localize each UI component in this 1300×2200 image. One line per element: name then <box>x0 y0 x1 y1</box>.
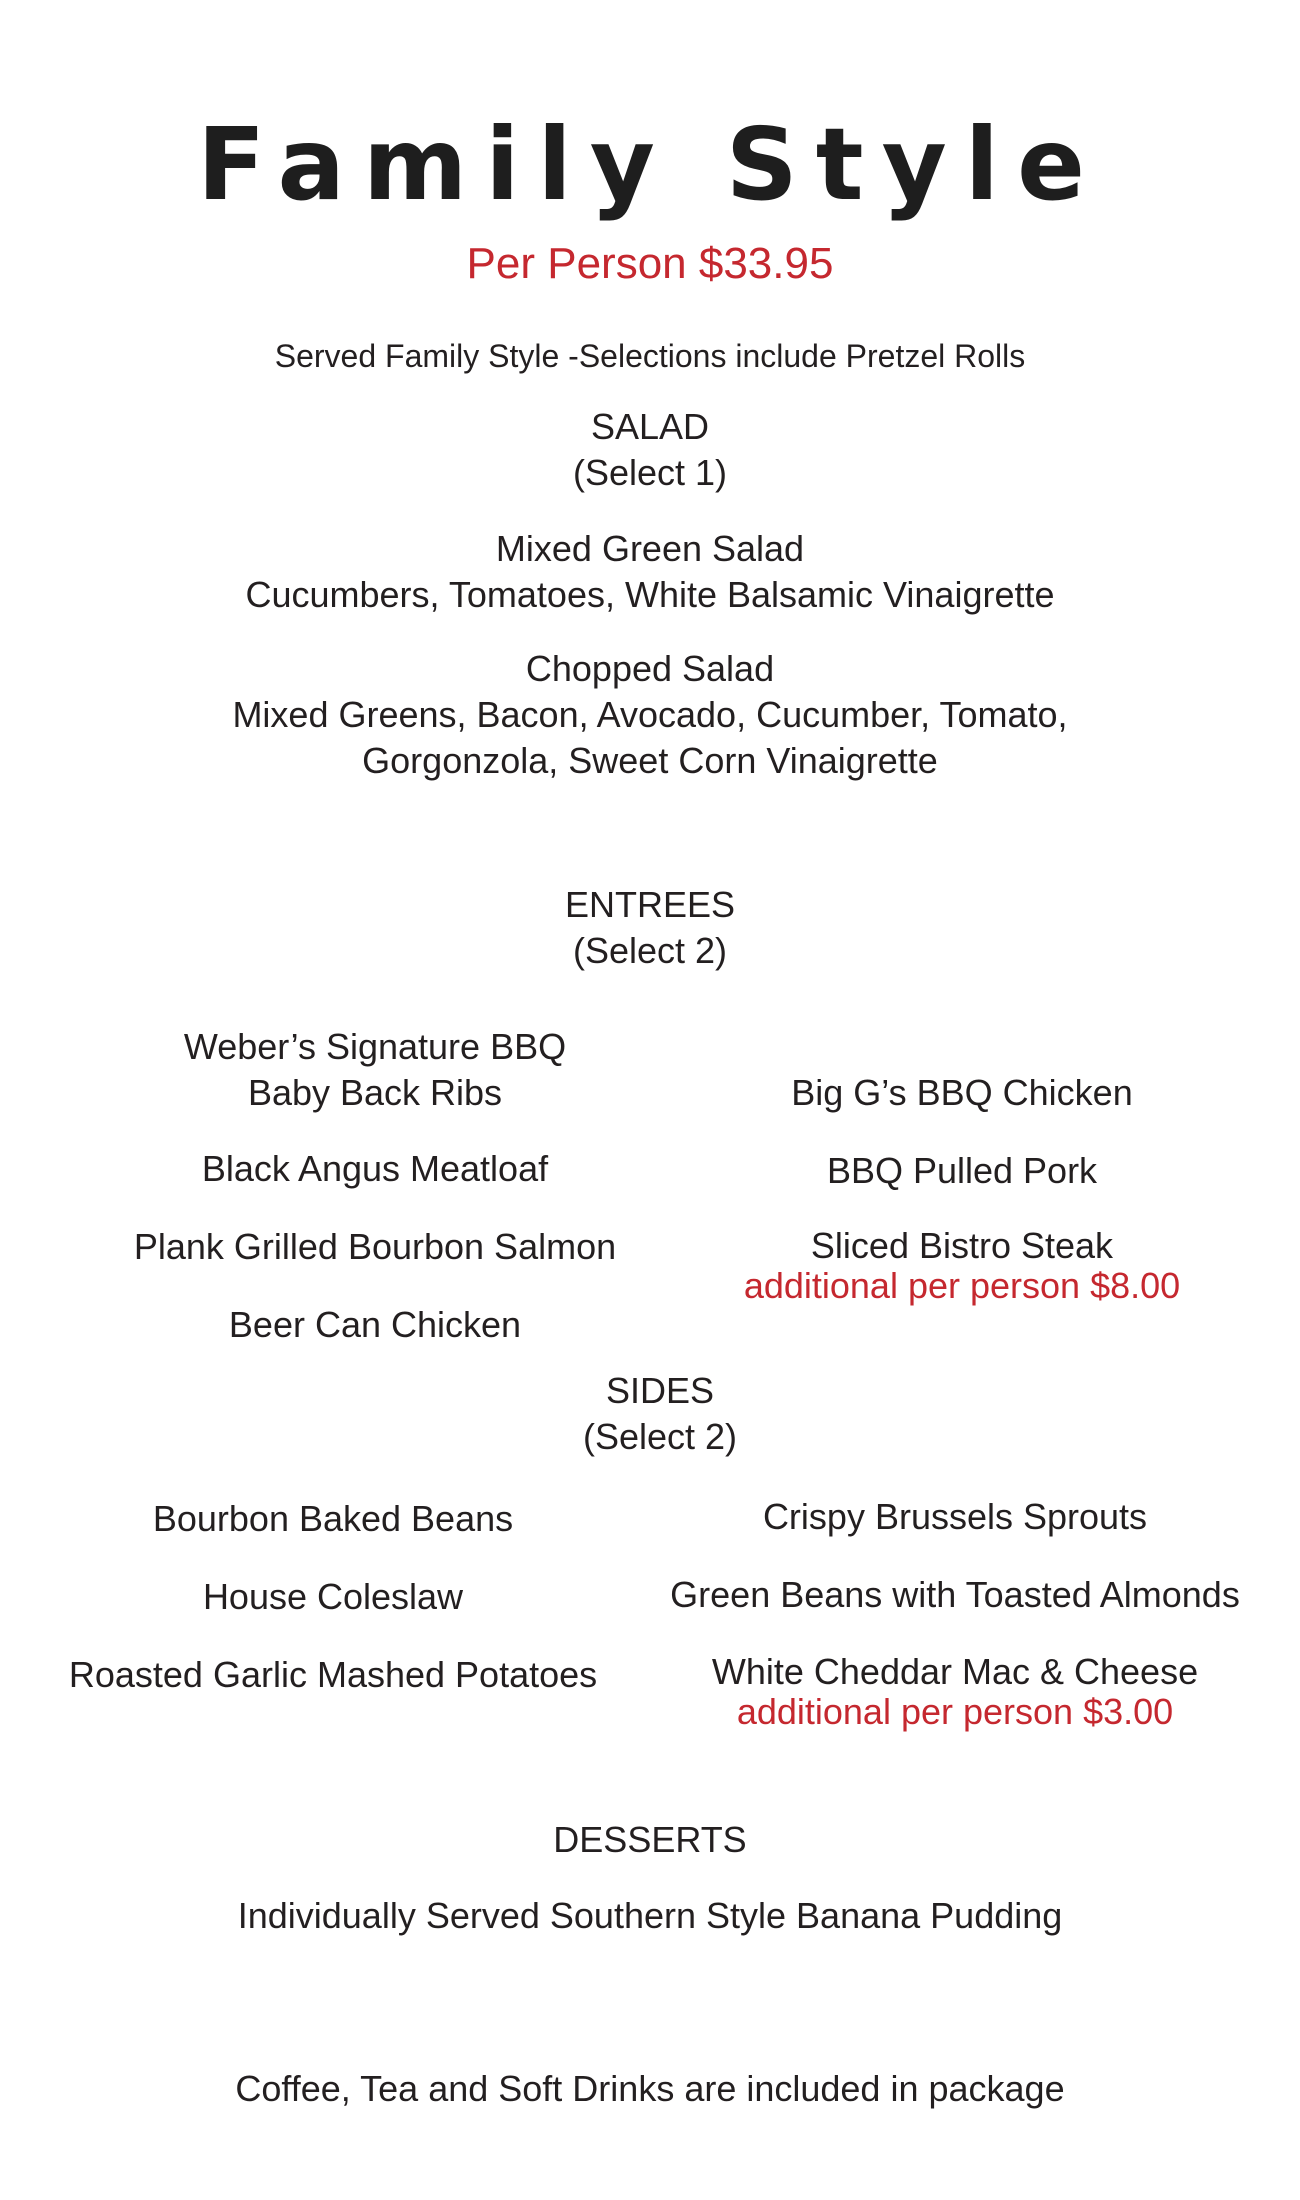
page-title: Family Style <box>197 106 1103 223</box>
side-item-line: House Coleslaw <box>202 1576 464 1617</box>
entree-item-meatloaf <box>75 1146 675 1192</box>
side-item-line: Crispy Brussels Sprouts <box>762 1496 1148 1537</box>
sides-heading: SIDES <box>605 1370 715 1411</box>
side-item-mac-cheese <box>655 1652 1255 1732</box>
side-item-baked-beans <box>33 1496 633 1542</box>
price-per-person: Per Person $33.95 <box>466 239 834 288</box>
side-item-green-beans <box>655 1572 1255 1618</box>
side-item-coleslaw <box>33 1574 633 1620</box>
salad-select-count: (Select 1) <box>572 452 728 493</box>
entree-item-line: Sliced Bistro Steak <box>810 1225 1114 1266</box>
entree-item-bbq-chicken <box>662 1070 1262 1116</box>
entree-item-line: Weber’s Signature BBQ <box>183 1026 567 1067</box>
salad-heading: SALAD <box>590 406 710 447</box>
side-item-line: Roasted Garlic Mashed Potatoes <box>68 1654 598 1695</box>
footer-note: Coffee, Tea and Soft Drinks are included in package <box>235 2068 1065 2109</box>
entree-item-surcharge: additional per person $8.00 <box>743 1265 1181 1306</box>
salad-section <box>0 404 1300 496</box>
entree-item-line: Plank Grilled Bourbon Salmon <box>133 1226 617 1267</box>
entree-item-line: Black Angus Meatloaf <box>201 1148 549 1189</box>
entree-item-line: BBQ Pulled Pork <box>826 1150 1098 1191</box>
side-item-line: Bourbon Baked Beans <box>152 1498 514 1539</box>
salad-item-description: Mixed Greens, Bacon, Avocado, Cucumber, Tomato, <box>232 694 1068 735</box>
side-item-brussels-sprouts <box>655 1494 1255 1540</box>
dessert-item: Individually Served Southern Style Banana Pudding <box>237 1895 1063 1936</box>
side-item-surcharge: additional per person $3.00 <box>736 1691 1174 1732</box>
sides-select-count: (Select 2) <box>582 1416 738 1457</box>
salad-item-name: Mixed Green Salad <box>495 528 805 569</box>
entree-item-beer-can-chicken <box>75 1302 675 1348</box>
salad-item-mixed-green <box>0 526 1300 618</box>
entrees-select-count: (Select 2) <box>572 930 728 971</box>
side-item-mashed-potatoes <box>33 1652 633 1698</box>
intro-text: Served Family Style -Selections include Pretzel Rolls <box>274 338 1026 374</box>
entree-item-salmon <box>75 1224 675 1270</box>
salad-item-name: Chopped Salad <box>525 648 775 689</box>
entree-item-ribs <box>75 1024 675 1116</box>
entree-item-pulled-pork <box>662 1148 1262 1194</box>
side-item-line: Green Beans with Toasted Almonds <box>670 1574 1240 1615</box>
entrees-heading: ENTREES <box>564 884 736 925</box>
desserts-heading: DESSERTS <box>553 1819 747 1860</box>
entrees-section <box>0 882 1300 974</box>
entree-item-line: Big G’s BBQ Chicken <box>791 1072 1133 1113</box>
salad-item-description: Cucumbers, Tomatoes, White Balsamic Vinaigrette <box>245 574 1055 615</box>
salad-item-chopped <box>0 646 1300 784</box>
entree-item-bistro-steak <box>662 1226 1262 1306</box>
side-item-line: White Cheddar Mac & Cheese <box>711 1651 1199 1692</box>
sides-section <box>10 1368 1300 1460</box>
entree-item-line: Beer Can Chicken <box>228 1304 522 1345</box>
entree-item-line: Baby Back Ribs <box>247 1072 503 1113</box>
salad-item-description: Gorgonzola, Sweet Corn Vinaigrette <box>362 740 938 781</box>
